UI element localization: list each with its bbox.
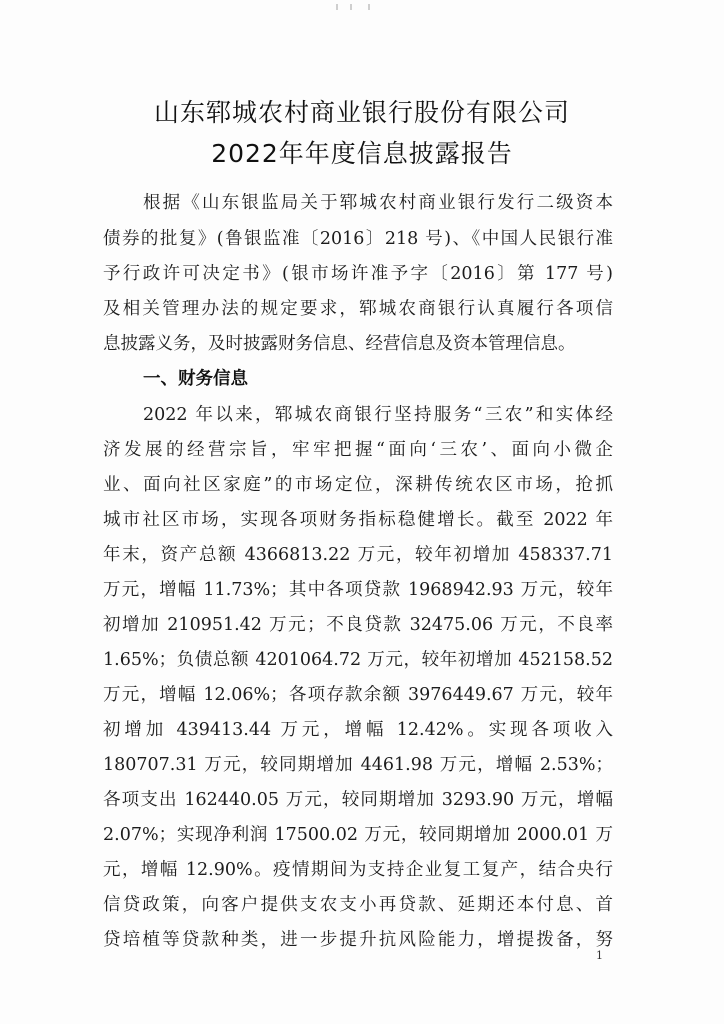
document-title-line2: 2022年年度信息披露报告 — [211, 139, 513, 168]
body-line: 贷培植等贷款种类，进一步提升抗风险能力，增提拨备，努 — [103, 930, 613, 950]
body-line: 城市社区市场，实现各项财务指标稳健增长。截至 2022 年 — [103, 510, 613, 530]
intro-line: 根据《山东银监局关于郓城农村商业银行发行二级资本 — [143, 193, 613, 213]
body-line: 2022 年以来，郓城农商银行坚持服务“三农”和实体经 — [143, 405, 613, 425]
intro-line: 予行政许可决定书》(银市场许准予字〔2016〕第 177 号) — [103, 264, 613, 284]
intro-line: 债券的批复》(鲁银监准〔2016〕218 号)、《中国人民银行准 — [103, 229, 613, 249]
page-number: 1 — [596, 949, 603, 962]
intro-line: 及相关管理办法的规定要求，郓城农商银行认真履行各项信 — [103, 299, 613, 319]
scan-speck — [368, 4, 370, 10]
section-heading: 一、财务信息 — [143, 369, 248, 389]
body-line: 济发展的经营宗旨，牢牢把握“面向‘三农’、面向小微企 — [103, 440, 613, 460]
intro-line: 息披露义务，及时披露财务信息、经营信息及资本管理信息。 — [103, 334, 576, 354]
body-line: 万元，增幅 11.73%；其中各项贷款 1968942.93 万元，较年 — [103, 580, 613, 600]
body-line: 各项支出 162440.05 万元，较同期增加 3293.90 万元，增幅 — [103, 790, 613, 810]
body-line: 业、面向社区家庭”的市场定位，深耕传统农区市场，抢抓 — [103, 475, 613, 495]
body-line: 年末，资产总额 4366813.22 万元，较年初增加 458337.71 — [103, 545, 613, 565]
body-line: 万元，增幅 12.06%；各项存款余额 3976449.67 万元，较年 — [103, 685, 613, 705]
body-line: 初增加 210951.42 万元；不良贷款 32475.06 万元，不良率 — [103, 615, 613, 635]
scan-speck — [350, 4, 352, 10]
body-line: 元，增幅 12.90%。疫情期间为支持企业复工复产，结合央行 — [103, 860, 613, 880]
scan-speck — [336, 4, 338, 10]
body-line: 180707.31 万元，较同期增加 4461.98 万元，增幅 2.53%； — [103, 755, 613, 775]
body-line: 初增加 439413.44 万元，增幅 12.42%。实现各项收入 — [103, 720, 613, 740]
document-title-line1: 山东郓城农村商业银行股份有限公司 — [153, 98, 570, 127]
body-line: 信贷政策，向客户提供支农支小再贷款、延期还本付息、首 — [103, 895, 613, 915]
body-line: 1.65%；负债总额 4201064.72 万元，较年初增加 452158.52 — [103, 650, 613, 670]
body-line: 2.07%；实现净利润 17500.02 万元，较同期增加 2000.01 万 — [103, 825, 613, 845]
